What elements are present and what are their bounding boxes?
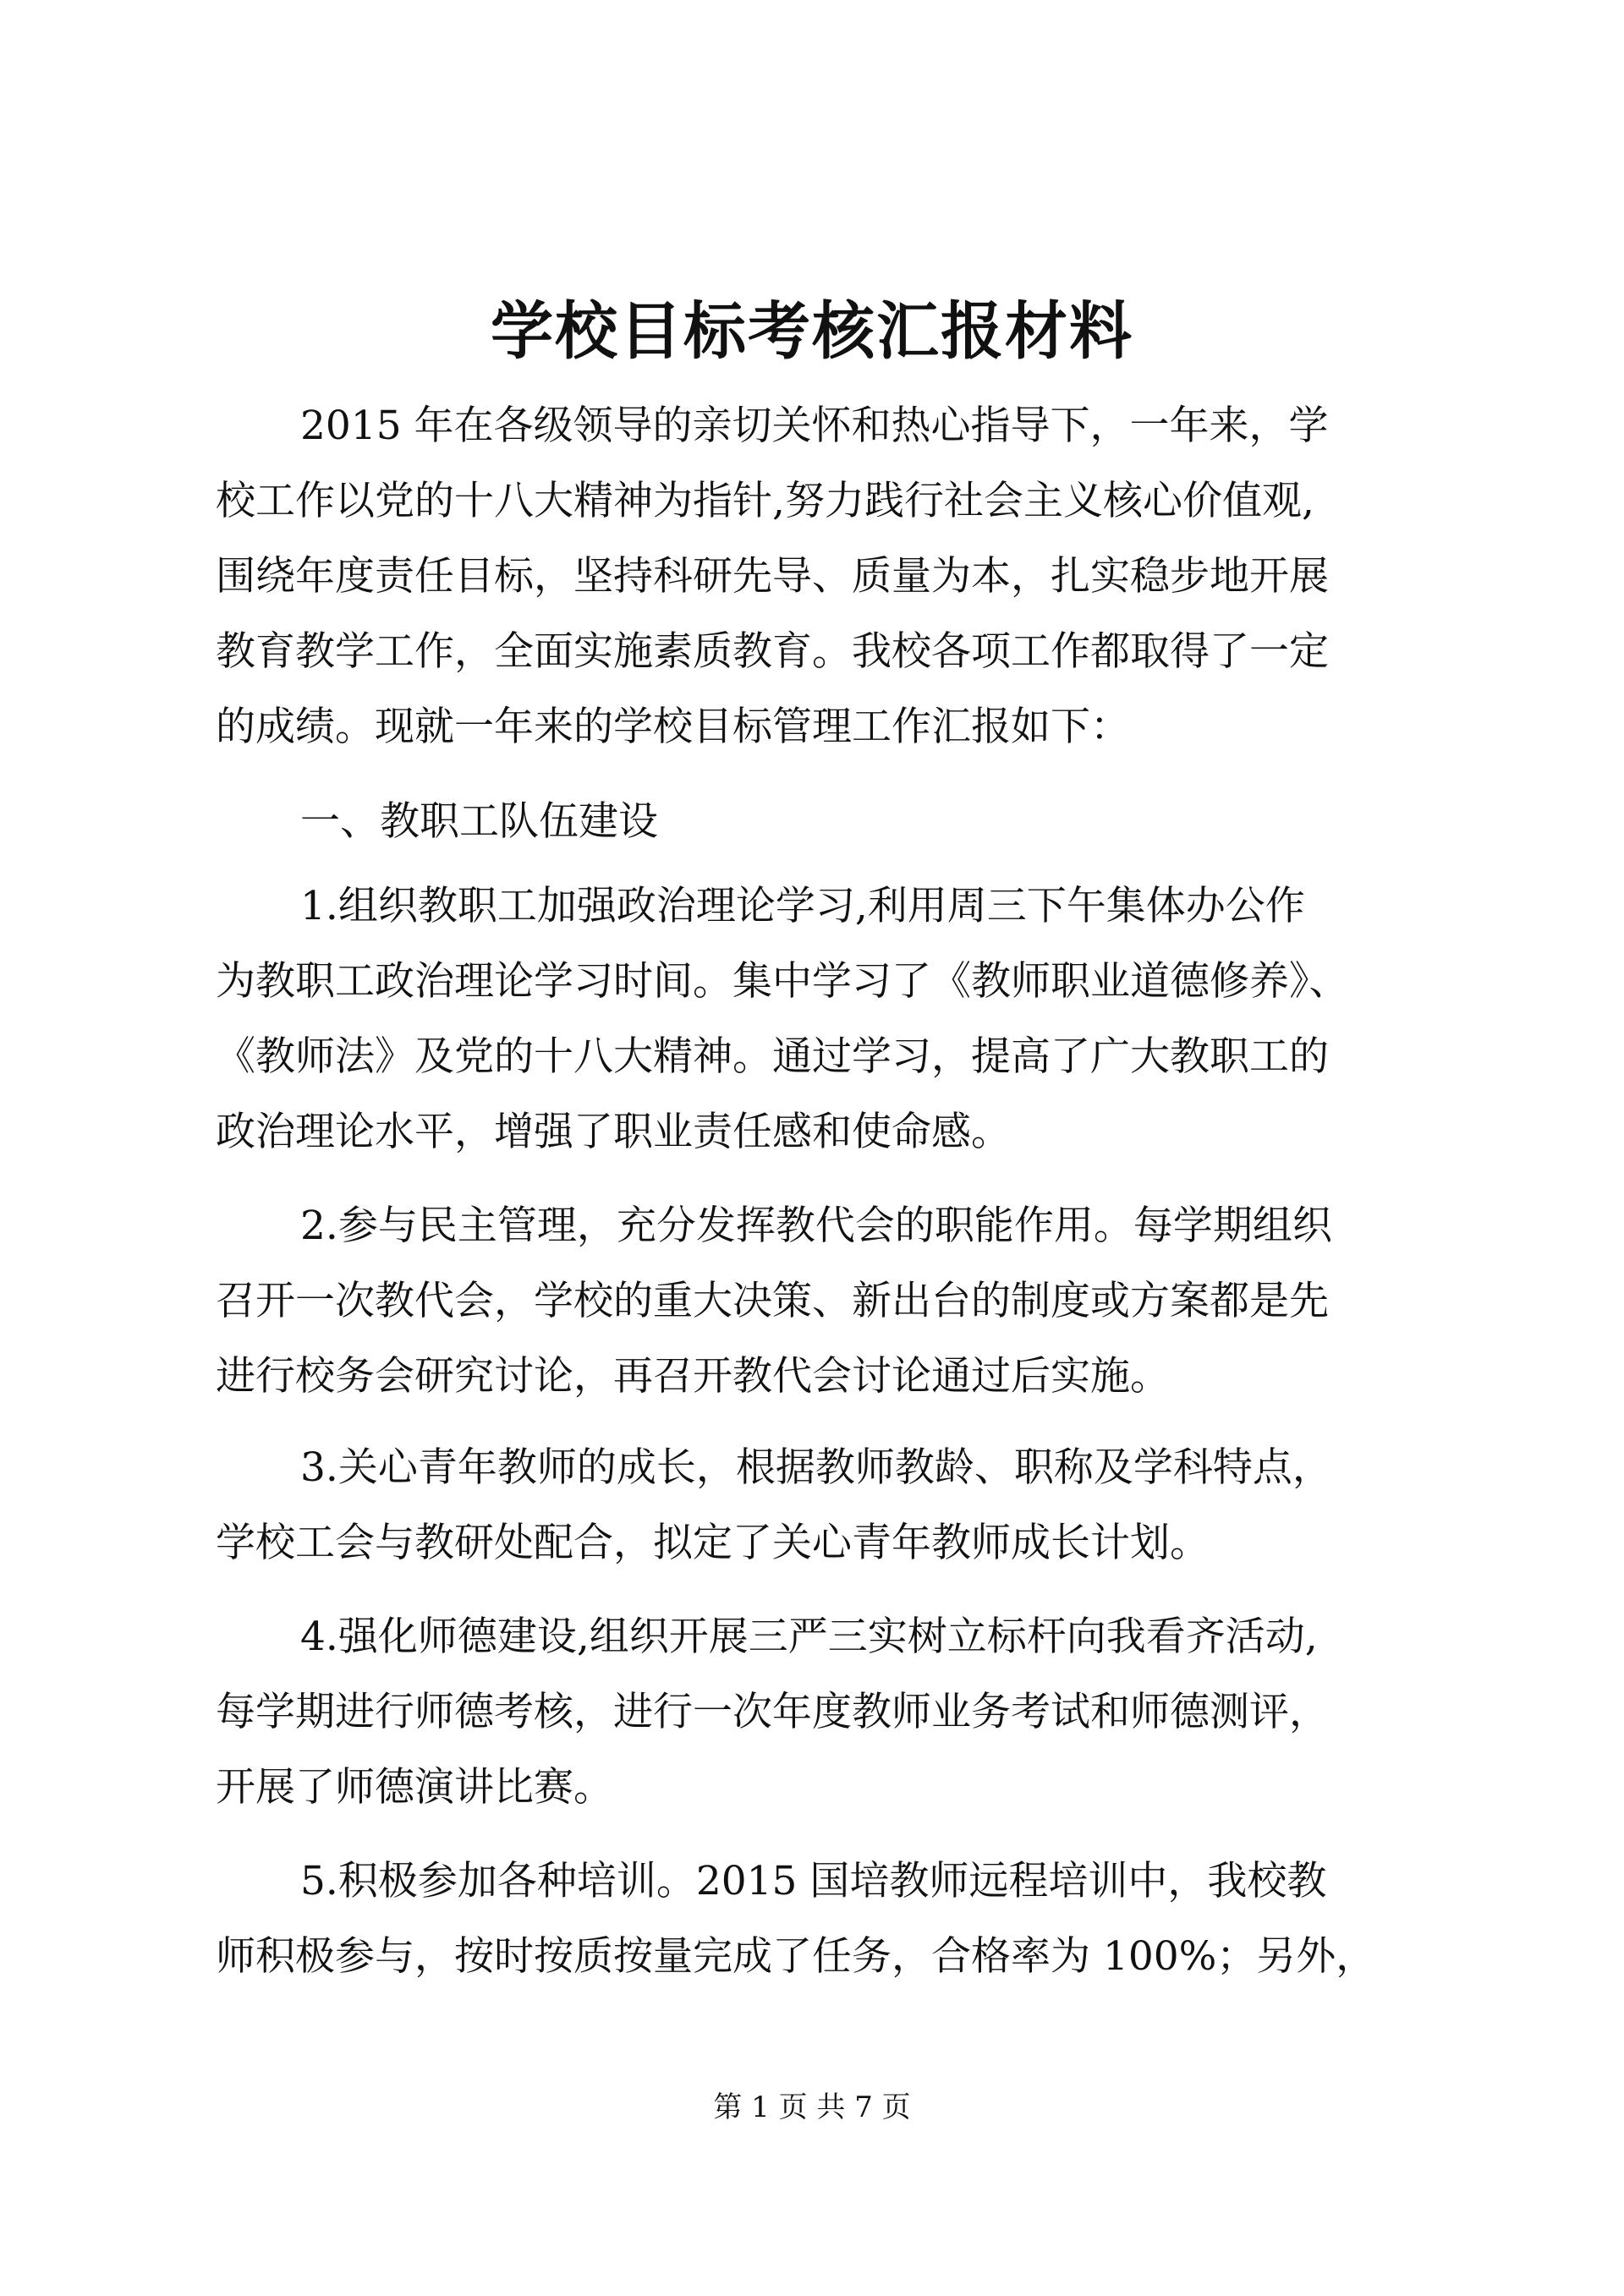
paragraph-line: 师积极参与，按时按质按量完成了任务，合格率为 100%；另外， — [216, 1933, 1376, 1980]
paragraph-line: 2015 年在各级领导的亲切关怀和热心指导下，一年来，学 — [300, 403, 1329, 449]
paragraph-line: 的成绩。现就一年来的学校目标管理工作汇报如下： — [216, 704, 1130, 750]
section-heading: 一、教职工队伍建设 — [300, 798, 658, 845]
paragraph-line: 3.关心青年教师的成长，根据教师教龄、职称及学科特点， — [300, 1444, 1332, 1491]
paragraph-line: 为教职工政治理论学习时间。集中学习了《教师职业道德修养》、 — [216, 958, 1349, 1005]
paragraph-line: 进行校务会研究讨论，再召开教代会讨论通过后实施。 — [216, 1353, 1170, 1400]
paragraph-line: 召开一次教代会，学校的重大决策、新出台的制度或方案都是先 — [216, 1278, 1329, 1324]
paragraph-line: 学校工会与教研处配合，拟定了关心青年教师成长计划。 — [216, 1520, 1210, 1566]
paragraph-line: 政治理论水平，增强了职业责任感和使命感。 — [216, 1109, 1011, 1155]
paragraph-line: 5.积极参加各种培训。2015 国培教师远程培训中，我校教 — [300, 1858, 1327, 1904]
paragraph-line: 校工作以党的十八大精神为指针,努力践行社会主义核心价值观, — [216, 478, 1314, 524]
paragraph-line: 开展了师德演讲比赛。 — [216, 1764, 613, 1811]
paragraph-line: 4.强化师德建设,组织开展三严三实树立标杆向我看齐活动, — [300, 1614, 1318, 1660]
paragraph-line: 《教师法》及党的十八大精神。通过学习，提高了广大教职工的 — [216, 1033, 1329, 1080]
paragraph-line: 教育教学工作，全面实施素质教育。我校各项工作都取得了一定 — [216, 628, 1329, 675]
paragraph-line: 围绕年度责任目标，坚持科研先导、质量为本，扎实稳步地开展 — [216, 553, 1329, 600]
page-footer: 第 1 页 共 7 页 — [713, 2091, 911, 2124]
paragraph-line: 1.组织教职工加强政治理论学习,利用周三下午集体办公作 — [300, 883, 1305, 929]
paragraph-line: 2.参与民主管理，充分发挥教代会的职能作用。每学期组织 — [300, 1203, 1332, 1249]
document-title: 学校目标考核汇报材料 — [491, 295, 1133, 368]
paragraph-line: 每学期进行师德考核，进行一次年度教师业务考试和师德测评， — [216, 1689, 1329, 1735]
